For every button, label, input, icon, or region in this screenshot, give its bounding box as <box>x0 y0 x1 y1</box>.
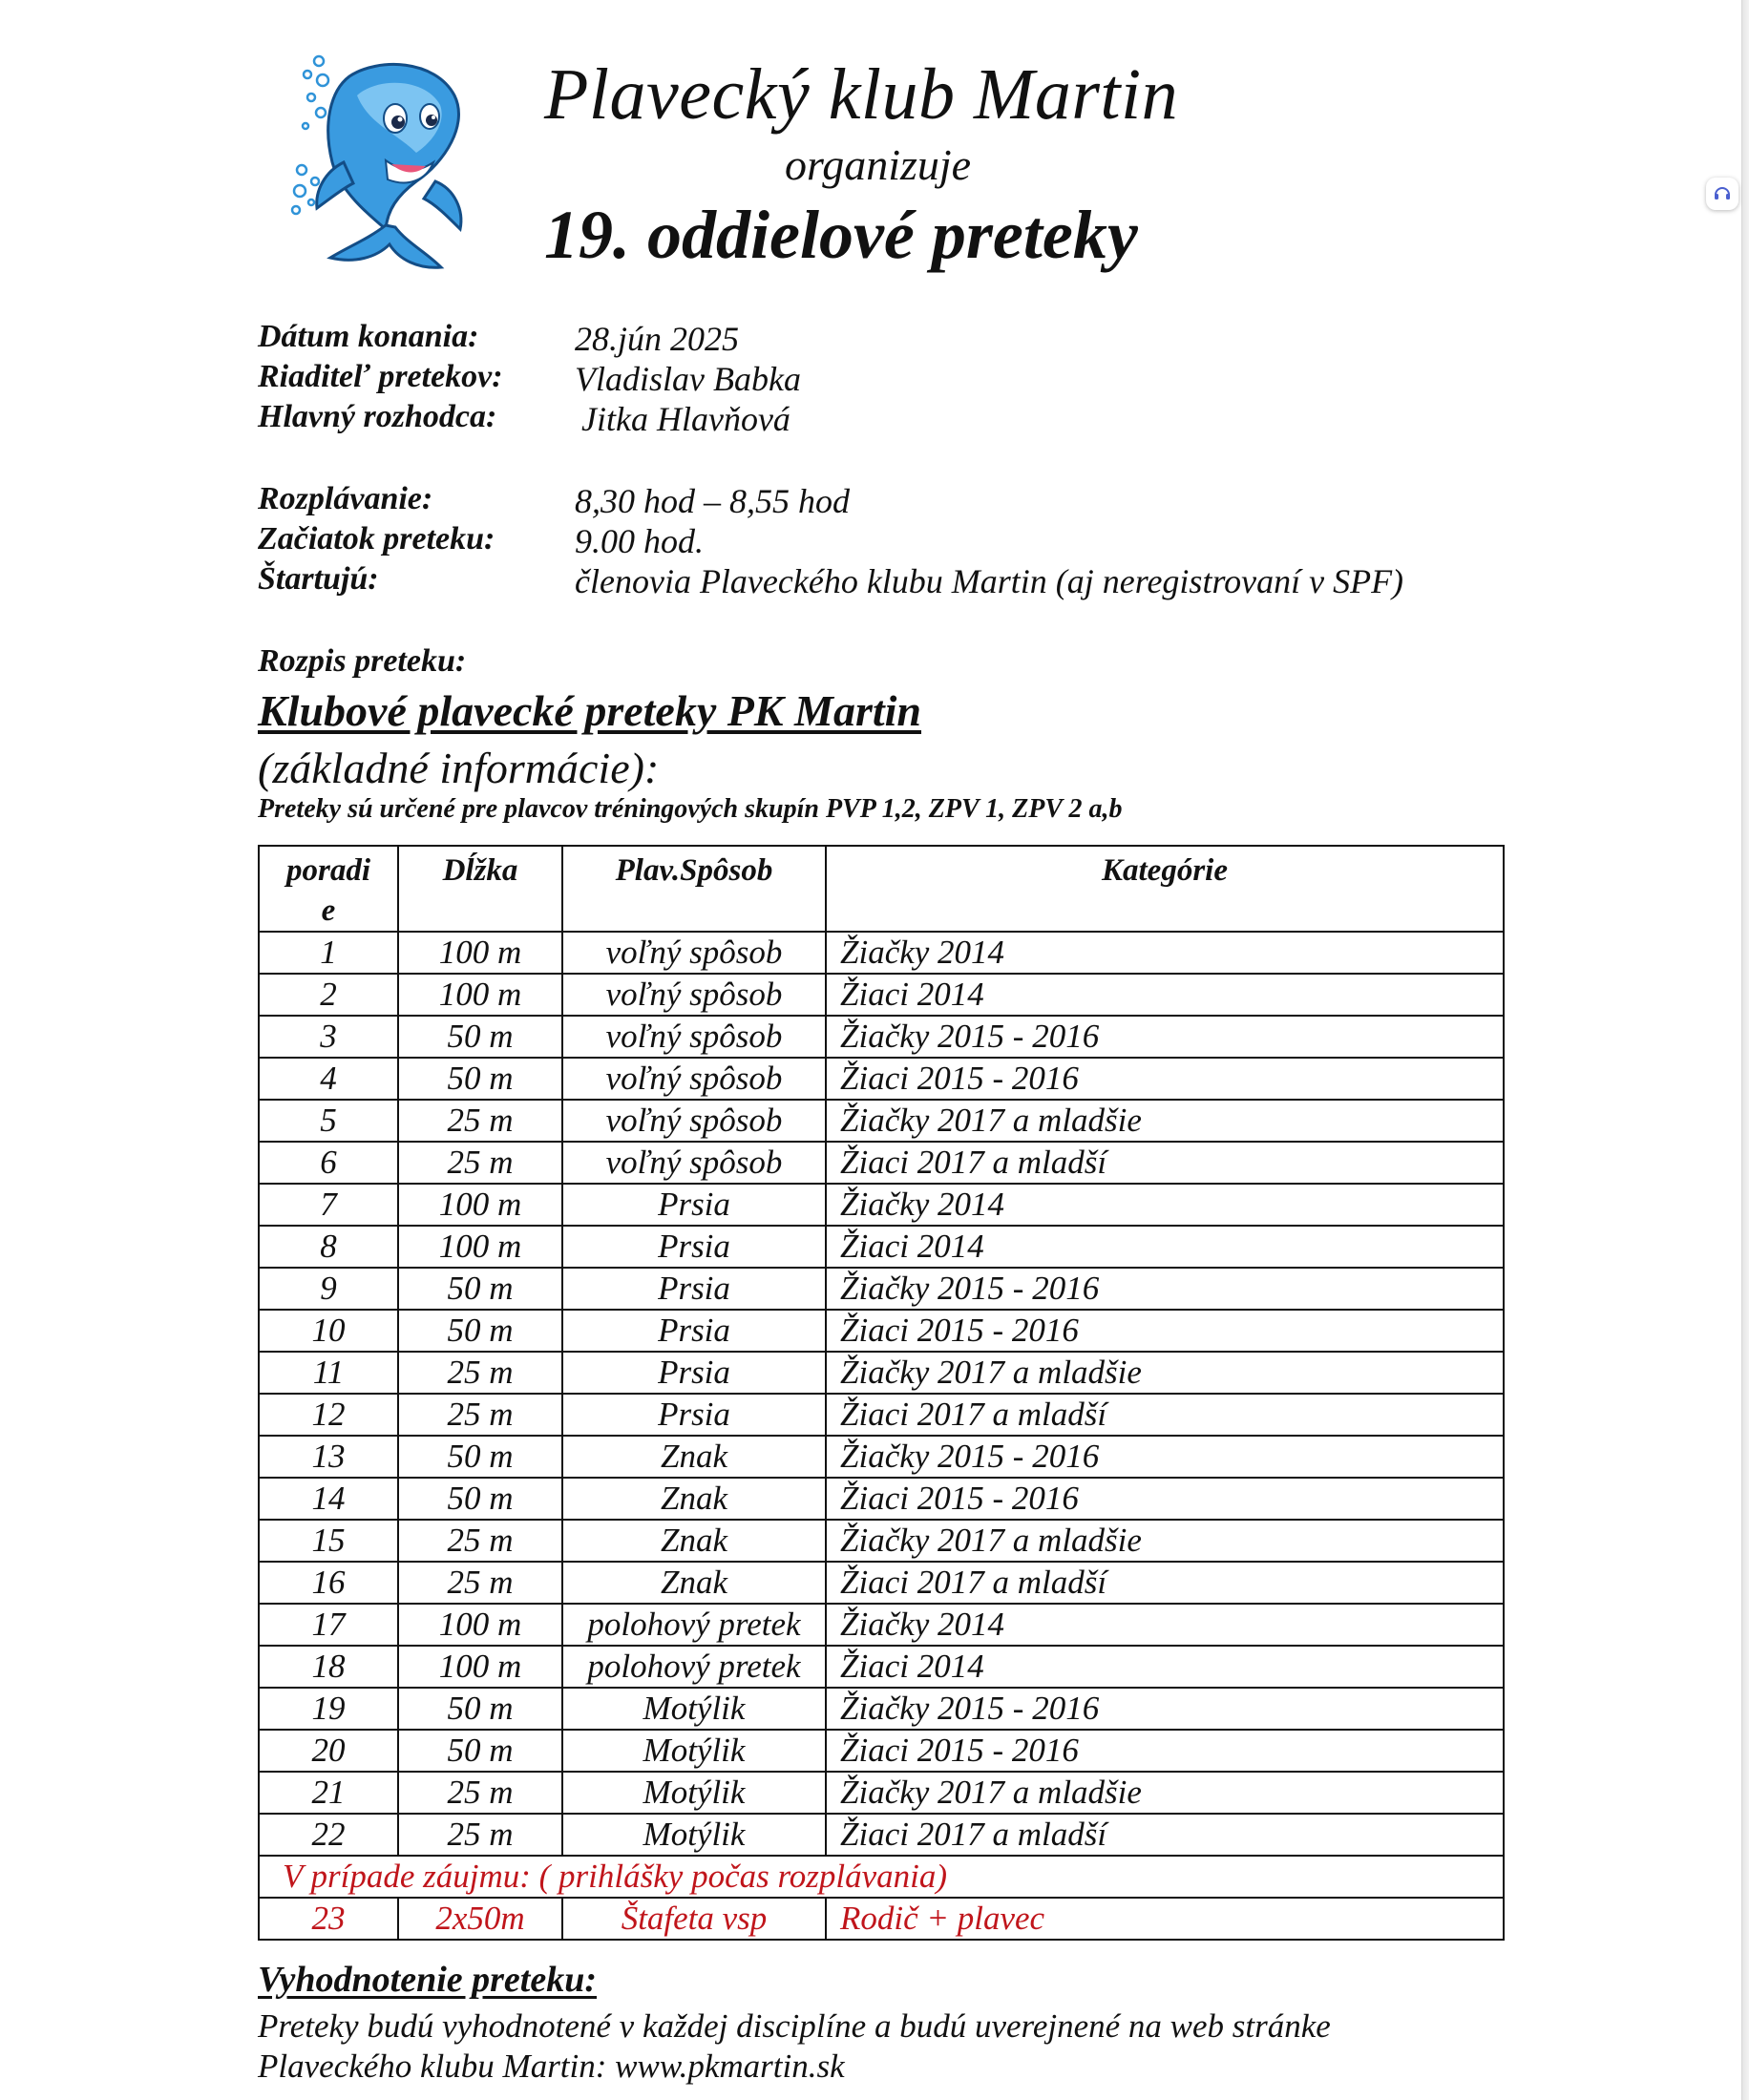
race-category: Žiačky 2014 <box>826 1184 1504 1226</box>
table-row <box>259 1100 1504 1142</box>
race-order: 18 <box>259 1646 398 1688</box>
race-stroke: voľný spôsob <box>562 974 826 1016</box>
race-order: 5 <box>259 1100 398 1142</box>
relay-row <box>259 1898 1504 1940</box>
table-row <box>259 1646 1504 1688</box>
race-category: Žiaci 2015 - 2016 <box>826 1310 1504 1352</box>
evaluation-heading: Vyhodnotenie preteku: <box>258 1960 598 2000</box>
race-order: 14 <box>259 1478 398 1520</box>
race-category: Žiaci 2017 a mladší <box>826 1814 1504 1856</box>
order-header: poradi e <box>259 846 398 932</box>
table-row <box>259 1226 1504 1268</box>
race-length: 50 m <box>398 1478 562 1520</box>
table-row <box>259 1772 1504 1814</box>
relay-order: 23 <box>259 1898 398 1940</box>
table-row <box>259 932 1504 974</box>
referee-label: Hlavný rozhodca: <box>258 399 497 434</box>
table-row <box>259 1310 1504 1352</box>
date-value: 28.jún 2025 <box>575 320 740 358</box>
table-header-row <box>259 846 1504 932</box>
table-row <box>259 1394 1504 1436</box>
race-category: Žiačky 2015 - 2016 <box>826 1436 1504 1478</box>
race-stroke: voľný spôsob <box>562 1100 826 1142</box>
director-value: Vladislav Babka <box>575 360 801 398</box>
race-stroke: Prsia <box>562 1184 826 1226</box>
side-widget-button[interactable] <box>1706 178 1738 210</box>
race-order: 7 <box>259 1184 398 1226</box>
race-length: 50 m <box>398 1310 562 1352</box>
referee-value: Jitka Hlavňová <box>581 400 790 438</box>
race-stroke: Prsia <box>562 1394 826 1436</box>
race-category: Žiačky 2017 a mladšie <box>826 1100 1504 1142</box>
table-row <box>259 1814 1504 1856</box>
groups-note: Preteky sú určené pre plavcov tréningových skupín PVP 1,2, ZPV 1, ZPV 2 a,b <box>258 794 1123 824</box>
table-row <box>259 1436 1504 1478</box>
race-category: Žiačky 2014 <box>826 1604 1504 1646</box>
race-order: 21 <box>259 1772 398 1814</box>
start-row <box>258 521 1499 561</box>
race-stroke: voľný spôsob <box>562 1142 826 1184</box>
relay-length: 2x50m <box>398 1898 562 1940</box>
race-category: Žiaci 2015 - 2016 <box>826 1730 1504 1772</box>
race-order: 6 <box>259 1142 398 1184</box>
date-row <box>258 319 1499 359</box>
race-length: 100 m <box>398 932 562 974</box>
start-value: 9.00 hod. <box>575 522 704 560</box>
race-order: 12 <box>259 1394 398 1436</box>
race-stroke: polohový pretek <box>562 1646 826 1688</box>
race-category: Žiačky 2015 - 2016 <box>826 1268 1504 1310</box>
race-category: Žiačky 2017 a mladšie <box>826 1772 1504 1814</box>
race-stroke: Prsia <box>562 1268 826 1310</box>
race-length: 100 m <box>398 1184 562 1226</box>
race-stroke: Motýlik <box>562 1688 826 1730</box>
table-row <box>259 1352 1504 1394</box>
race-stroke: voľný spôsob <box>562 932 826 974</box>
race-length: 100 m <box>398 1646 562 1688</box>
race-order: 19 <box>259 1688 398 1730</box>
race-length: 50 m <box>398 1268 562 1310</box>
dolphin-logo <box>273 48 495 279</box>
race-table <box>258 845 1505 1941</box>
race-length: 50 m <box>398 1436 562 1478</box>
table-row <box>259 1604 1504 1646</box>
participants-value: členovia Plaveckého klubu Martin (aj neregistrovaní v SPF) <box>575 562 1404 600</box>
race-stroke: Znak <box>562 1478 826 1520</box>
race-category: Žiačky 2015 - 2016 <box>826 1688 1504 1730</box>
table-row <box>259 1268 1504 1310</box>
table-row <box>259 974 1504 1016</box>
race-stroke: Motýlik <box>562 1814 826 1856</box>
race-order: 15 <box>259 1520 398 1562</box>
race-category: Žiaci 2015 - 2016 <box>826 1058 1504 1100</box>
director-row <box>258 359 1499 399</box>
start-label: Začiatok preteku: <box>258 521 495 556</box>
race-length: 50 m <box>398 1016 562 1058</box>
race-category: Žiačky 2017 a mladšie <box>826 1352 1504 1394</box>
race-category: Žiaci 2014 <box>826 1226 1504 1268</box>
race-length: 25 m <box>398 1814 562 1856</box>
race-length: 25 m <box>398 1352 562 1394</box>
headset-icon <box>1712 183 1733 204</box>
race-order: 3 <box>259 1016 398 1058</box>
race-stroke: Motýlik <box>562 1772 826 1814</box>
race-length: 100 m <box>398 1604 562 1646</box>
race-order: 17 <box>259 1604 398 1646</box>
race-order: 1 <box>259 932 398 974</box>
race-order: 20 <box>259 1730 398 1772</box>
race-stroke: Motýlik <box>562 1730 826 1772</box>
race-order: 13 <box>259 1436 398 1478</box>
race-stroke: voľný spôsob <box>562 1058 826 1100</box>
participants-label: Štartujú: <box>258 561 379 597</box>
warmup-label: Rozplávanie: <box>258 481 433 516</box>
relay-stroke: Štafeta vsp <box>562 1898 826 1940</box>
evaluation-line-2: Plaveckého klubu Martin: www.pkmartin.sk <box>258 2048 845 2085</box>
race-length: 25 m <box>398 1562 562 1604</box>
race-order: 9 <box>259 1268 398 1310</box>
race-category: Žiaci 2017 a mladší <box>826 1142 1504 1184</box>
table-row <box>259 1688 1504 1730</box>
race-stroke: Znak <box>562 1562 826 1604</box>
race-length: 100 m <box>398 1226 562 1268</box>
club-title: Plavecký klub Martin <box>544 54 1179 135</box>
race-length: 25 m <box>398 1100 562 1142</box>
race-length: 50 m <box>398 1730 562 1772</box>
table-row <box>259 1058 1504 1100</box>
table-row <box>259 1520 1504 1562</box>
page-edge <box>1741 0 1749 2100</box>
warmup-value: 8,30 hod – 8,55 hod <box>575 482 850 520</box>
race-category: Žiaci 2014 <box>826 974 1504 1016</box>
race-order: 8 <box>259 1226 398 1268</box>
race-stroke: voľný spôsob <box>562 1016 826 1058</box>
race-length: 25 m <box>398 1394 562 1436</box>
race-length: 25 m <box>398 1772 562 1814</box>
evaluation-line-1: Preteky budú vyhodnotené v každej disciplíne a budú uverejnené na web stránke <box>258 2007 1331 2045</box>
race-stroke: Prsia <box>562 1352 826 1394</box>
table-row <box>259 1730 1504 1772</box>
evaluation-text <box>258 2006 1690 2087</box>
race-category: Žiačky 2014 <box>826 932 1504 974</box>
table-row <box>259 1184 1504 1226</box>
table-row <box>259 1142 1504 1184</box>
race-stroke: Prsia <box>562 1226 826 1268</box>
race-length: 50 m <box>398 1688 562 1730</box>
race-length: 25 m <box>398 1142 562 1184</box>
table-row <box>259 1478 1504 1520</box>
stroke-header: Plav.Spôsob <box>562 846 826 932</box>
race-length: 100 m <box>398 974 562 1016</box>
event-title: 19. oddielové preteky <box>544 197 1138 273</box>
participants-row <box>258 561 1499 601</box>
race-order: 2 <box>259 974 398 1016</box>
race-title: Klubové plavecké preteky PK Martin <box>258 686 921 735</box>
director-label: Riaditeľ pretekov: <box>258 359 503 394</box>
race-category: Žiaci 2017 a mladší <box>826 1394 1504 1436</box>
interest-note: V prípade záujmu: ( prihlášky počas rozplávania) <box>259 1856 1504 1898</box>
race-stroke: Znak <box>562 1520 826 1562</box>
race-category: Žiačky 2017 a mladšie <box>826 1520 1504 1562</box>
length-header: Dĺžka <box>398 846 562 932</box>
race-order: 4 <box>259 1058 398 1100</box>
race-order: 10 <box>259 1310 398 1352</box>
race-category: Žiaci 2017 a mladší <box>826 1562 1504 1604</box>
referee-row <box>258 399 1499 439</box>
race-category: Žiaci 2014 <box>826 1646 1504 1688</box>
organizes-subtitle: organizuje <box>785 140 972 189</box>
race-length: 50 m <box>398 1058 562 1100</box>
table-row <box>259 1016 1504 1058</box>
race-order: 22 <box>259 1814 398 1856</box>
table-row <box>259 1562 1504 1604</box>
race-category: Žiačky 2015 - 2016 <box>826 1016 1504 1058</box>
race-stroke: Prsia <box>562 1310 826 1352</box>
race-order: 11 <box>259 1352 398 1394</box>
race-stroke: Znak <box>562 1436 826 1478</box>
race-length: 25 m <box>398 1520 562 1562</box>
warmup-row <box>258 481 1499 521</box>
race-category: Žiaci 2015 - 2016 <box>826 1478 1504 1520</box>
category-header: Kategórie <box>826 846 1504 932</box>
schedule-label: Rozpis preteku: <box>258 643 467 679</box>
race-order: 16 <box>259 1562 398 1604</box>
relay-category: Rodič + plavec <box>826 1898 1504 1940</box>
race-stroke: polohový pretek <box>562 1604 826 1646</box>
basic-info-subtitle: (základné informácie): <box>258 744 660 792</box>
interest-note-row <box>259 1856 1504 1898</box>
date-label: Dátum konania: <box>258 319 479 354</box>
